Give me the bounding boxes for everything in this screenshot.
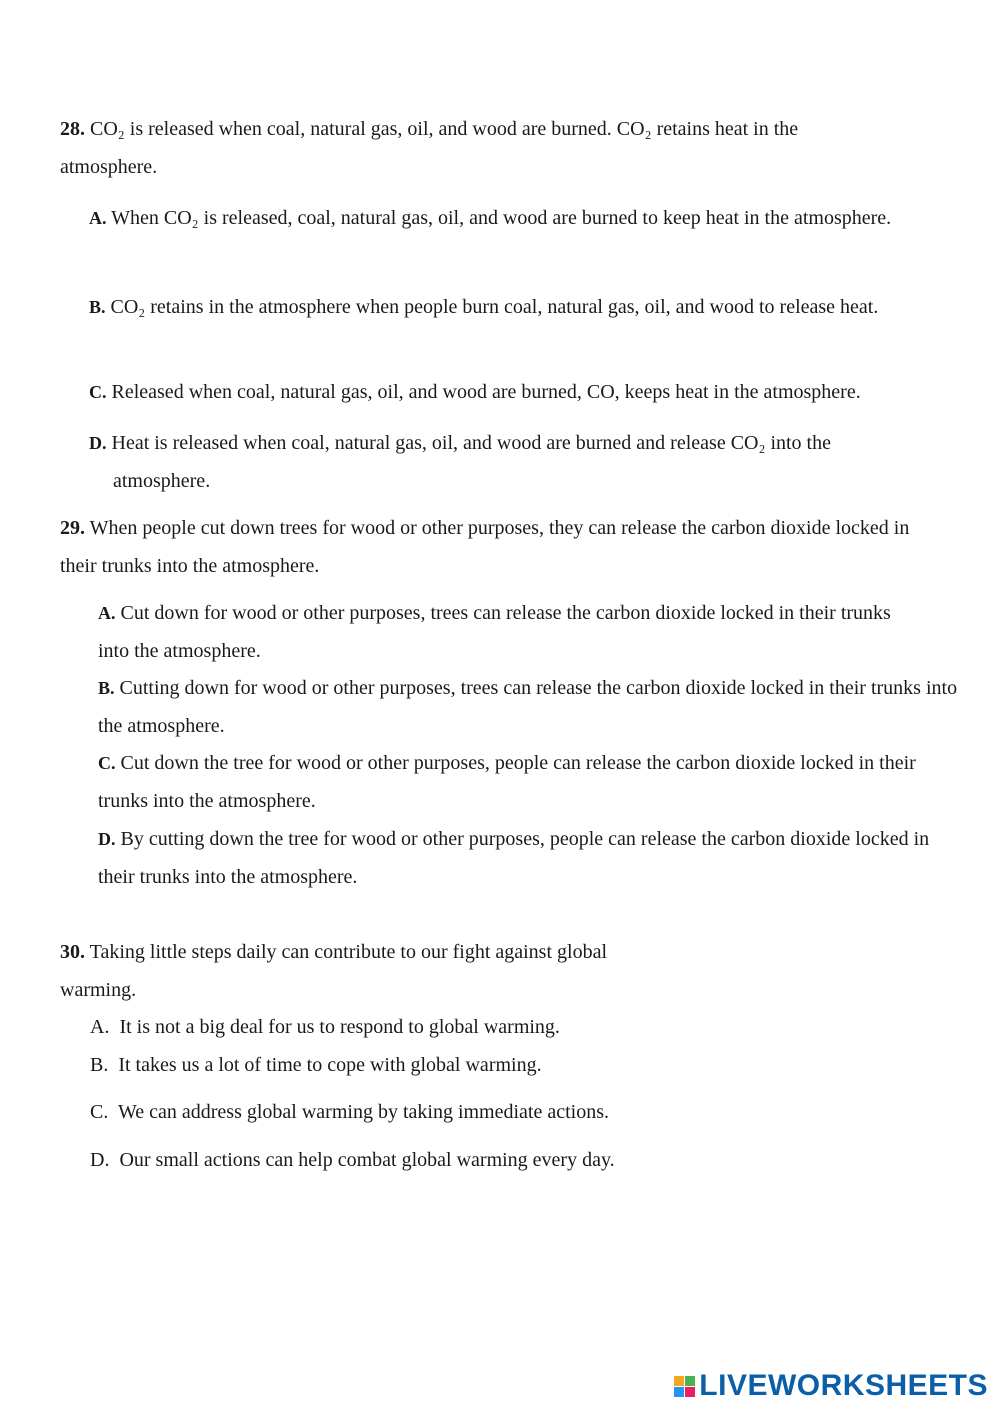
question-28 xyxy=(60,110,880,186)
option-29-b[interactable] xyxy=(98,669,958,745)
option-label: A. xyxy=(89,208,107,228)
option-text: It is not a big deal for us to respond to global warming. xyxy=(119,1016,560,1038)
option-text: Released when coal, natural gas, oil, and wood are burned, CO, keeps heat in the atmosphere. xyxy=(111,381,861,403)
option-text: By cutting down the tree for wood or other purposes, people can release the carbon dioxide locked in their trunks into the atmosphere. xyxy=(98,828,930,888)
option-text: When CO₂ is released, coal, natural gas, oil, and wood are burned to keep heat in the atmosphere. xyxy=(111,207,892,229)
option-text: Heat is released when coal, natural gas, oil, and wood are burned and release CO₂ into the atmosphere. xyxy=(111,432,831,492)
option-label: B. xyxy=(98,678,115,698)
liveworksheets-logo xyxy=(674,1366,988,1406)
option-label: D. xyxy=(90,1149,110,1171)
option-label: C. xyxy=(90,1101,109,1123)
option-28-a[interactable] xyxy=(89,199,893,237)
logo-mark-icon xyxy=(674,1376,695,1397)
option-29-c[interactable] xyxy=(98,744,938,820)
option-30-c[interactable] xyxy=(90,1093,609,1131)
question-number: 29. xyxy=(60,517,85,539)
option-label: B. xyxy=(89,297,106,317)
option-text: We can address global warming by taking immediate actions. xyxy=(117,1101,610,1123)
option-label: C. xyxy=(98,753,116,773)
option-28-b[interactable] xyxy=(89,288,913,326)
option-text: Cut down for wood or other purposes, trees can release the carbon dioxide locked in their trunks into the atmosphere. xyxy=(98,602,891,662)
option-label: A. xyxy=(98,603,116,623)
option-text: CO₂ retains in the atmosphere when people burn coal, natural gas, oil, and wood to release heat. xyxy=(110,296,879,318)
option-label: B. xyxy=(90,1054,109,1076)
question-29 xyxy=(60,509,920,585)
option-text: Our small actions can help combat global warming every day. xyxy=(119,1149,615,1171)
option-30-b[interactable] xyxy=(90,1046,542,1084)
option-29-a[interactable] xyxy=(98,594,918,670)
question-number: 30. xyxy=(60,941,85,963)
option-label: C. xyxy=(89,382,107,402)
question-text: CO₂ is released when coal, natural gas, oil, and wood are burned. CO₂ retains heat in the atmosphere. xyxy=(60,118,799,178)
option-30-a[interactable] xyxy=(90,1008,560,1046)
option-28-c[interactable] xyxy=(89,373,953,411)
question-text: When people cut down trees for wood or other purposes, they can release the carbon dioxide locked in their trunks into the atmosphere. xyxy=(60,517,910,577)
option-label: D. xyxy=(89,433,107,453)
option-label: D. xyxy=(98,829,116,849)
option-text: Cutting down for wood or other purposes, trees can release the carbon dioxide locked in their trunks into the atmosphere. xyxy=(98,677,958,737)
option-text: Cut down the tree for wood or other purposes, people can release the carbon dioxide locked in their trunks into the atmosphere. xyxy=(98,752,916,812)
option-label: A. xyxy=(90,1016,110,1038)
option-text: It takes us a lot of time to cope with global warming. xyxy=(118,1054,542,1076)
question-30 xyxy=(60,933,670,1009)
question-text: Taking little steps daily can contribute to our fight against global warming. xyxy=(60,941,608,1001)
question-number: 28. xyxy=(60,118,85,140)
option-30-d[interactable] xyxy=(90,1141,615,1179)
option-28-d[interactable] xyxy=(89,424,913,500)
option-29-d[interactable] xyxy=(98,820,938,896)
logo-text: LIVEWORKSHEETS xyxy=(699,1369,988,1402)
